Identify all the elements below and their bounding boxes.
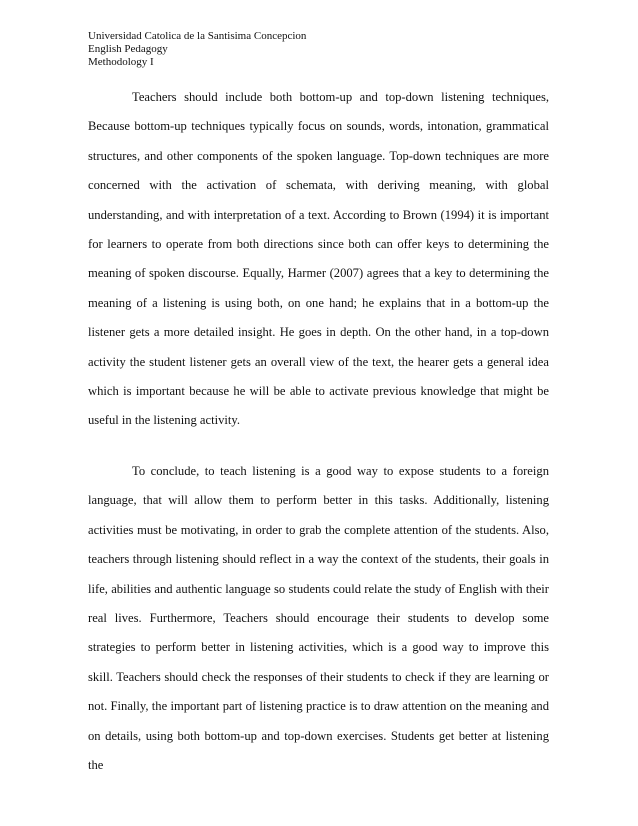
header-program: English Pedagogy [88,43,168,55]
body-paragraph-1-container [88,83,549,436]
header-university: Universidad Catolica de la Santisima Concepcion [88,30,307,42]
body-paragraph-2: To conclude, to teach listening is a good way to expose students to a foreign language, that will allow them to perform better in this tasks. Additionally, listening activities must be motivating, in order to grab the complete attention of the students. Also, teachers through listening should reflect in a way the context of the students, their goals in life, abilities and authentic language so students could relate the study of English with their real lives. Furthermore, Teachers should encourage their students to develop some strategies to perform better in listening activities, which is a good way to improve this skill. Teachers should check the responses of their students to check if they are learning or not. Finally, the important part of listening practice is to draw attention on the meaning and on details, using both bottom-up and top-down exercises. Students get better at listening the [88,464,549,773]
header-course: Methodology I [88,56,154,68]
body-paragraph-2-container [88,457,549,780]
body-paragraph-1: Teachers should include both bottom-up and top-down listening techniques, Because bottom-up techniques typically focus on sounds, words, intonation, grammatical structures, and other components of the spoken language. Top-down techniques are more concerned with the activation of schemata, with deriving meaning, with global understanding, and with interpretation of a text. According to Brown (1994) it is important for learners to operate from both directions since both can offer keys to determining the meaning of spoken discourse. Equally, Harmer (2007) agrees that a key to determining the meaning of a listening is using both, on one hand; he explains that in a bottom-up the listener gets a more detailed insight. He goes in depth. On the other hand, in a top-down activity the student listener gets an overall view of the text, the hearer gets a general idea which is important because he will be able to activate previous knowledge that might be useful in the listening activity. [88,90,549,428]
document-header [88,30,306,69]
